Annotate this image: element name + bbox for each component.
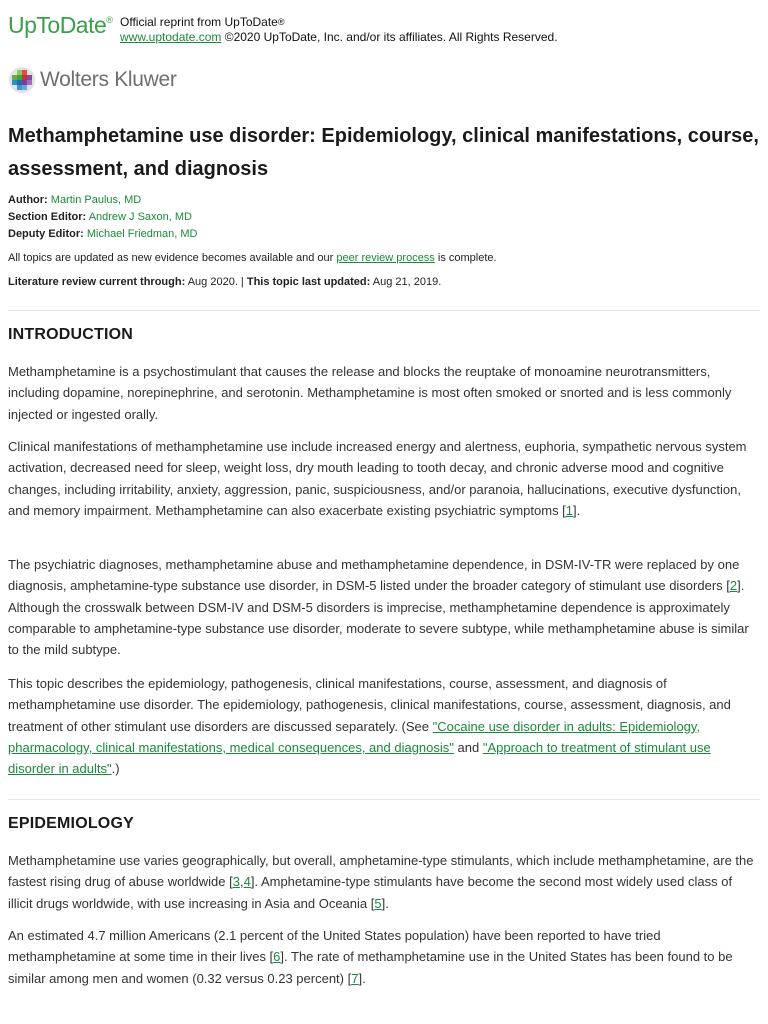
- paragraph-text: The psychiatric diagnoses, methamphetamine abuse and methamphetamine dependence, in DSM-IV-TR were replaced by one diagnosis, amphetamine-type substance use disorder, in DSM-5 listed under the broader category of stimulant use disorders [: [8, 557, 740, 594]
- paragraph-text: ]. Amphetamine-type stimulants have become the second most widely used class of illicit drugs worldwide, with use increasing in Asia and Oceania [: [8, 874, 733, 911]
- review-dates: [8, 276, 441, 288]
- section-editor-label: Section Editor:: [8, 211, 87, 223]
- author-line: [8, 194, 141, 206]
- paragraph-text: ].: [573, 502, 581, 518]
- update-note: [8, 252, 497, 264]
- paragraph-text: Clinical manifestations of methamphetamine use include increased energy and alertness, euphoria, sympathetic nervous system activation, decreased need for sleep, weight loss, dry mouth leading to tooth decay, and chronic adverse mood and cognitive changes, including irritability, anxiety, aggression, panic, suspiciousness, and/or paranoia, hallucinations, executive dysfunction, and memory impairment. Methamphetamine can also exacerbate existing psychiatric symptoms [: [8, 439, 747, 518]
- deputy-editor-link[interactable]: Michael Friedman, MD: [86, 228, 198, 240]
- reference-link-7[interactable]: 7: [351, 970, 359, 986]
- reprint-header: [8, 12, 758, 52]
- section-divider: [8, 799, 760, 800]
- reprint-line: Official reprint from UpToDate: [120, 15, 278, 29]
- deputy-editor-label: Deputy Editor:: [8, 228, 84, 240]
- paragraph-text: ].: [381, 895, 389, 911]
- lit-review-value: Aug 2020. |: [185, 276, 247, 288]
- uptodate-site-link[interactable]: www.uptodate.com: [120, 30, 222, 44]
- reference-link-5[interactable]: 5: [374, 895, 382, 911]
- reference-link-1[interactable]: 1: [565, 502, 574, 518]
- last-updated-label: This topic last updated:: [246, 276, 371, 288]
- introduction-paragraph-1: Methamphetamine is a psychostimulant that causes the release and blocks the reuptake of monoamine neurotransmitters, including dopamine, norepinephrine, and serotonin. Methamphetamine is most often smoked or snorted and is less commonly injected or ingested orally.: [8, 364, 732, 422]
- author-link[interactable]: Martin Paulus, MD: [50, 194, 142, 206]
- paragraph-text: ].: [358, 970, 366, 986]
- paragraph-text: and: [453, 739, 483, 755]
- section-divider: [8, 310, 760, 311]
- deputy-editor-line: [8, 228, 197, 240]
- paragraph-text: Methamphetamine use varies geographically, but overall, amphetamine-type stimulants, which include methamphetamine, are the fastest rising drug of abuse worldwide [: [8, 853, 754, 890]
- epidemiology-paragraph-1: [8, 850, 760, 914]
- paragraph-text: This topic describes the epidemiology, pathogenesis, clinical manifestations, course, assessment, and diagnosis of methamphetamine use disorder. The epidemiology, pathogenesis, clinical manifestations, course, assessment, diagnosis, and treatment of other stimulant use disorders are discussed separately. (See: [8, 676, 731, 734]
- epidemiology-paragraph-2: [8, 925, 760, 989]
- copyright-notice: ©2020 UpToDate, Inc. and/or its affiliates. All Rights Reserved.: [224, 30, 558, 44]
- paragraph-text: ,: [239, 874, 244, 890]
- reprint-mark: ®: [277, 17, 285, 27]
- reference-link-6[interactable]: 6: [273, 949, 281, 965]
- section-editor-line: [8, 211, 192, 223]
- paragraph-text: ]. The rate of methamphetamine use in the United States has been found to be similar among men and women (0.32 versus 0.23 percent) [: [8, 949, 733, 986]
- uptodate-logo: [8, 12, 112, 39]
- stimulant-treatment-topic-link[interactable]: "Approach to treatment of stimulant use disorder in adults": [8, 739, 711, 777]
- paragraph-text: An estimated 4.7 million Americans (2.1 percent of the United States population) have been reported to have tried methamphetamine at some time in their lives [: [8, 928, 661, 965]
- introduction-paragraph-2: [8, 436, 760, 521]
- author-label: Author:: [8, 194, 48, 206]
- last-updated-value: Aug 21, 2019.: [370, 276, 442, 288]
- update-note-end: is complete.: [434, 252, 497, 264]
- reprint-notice: [120, 15, 558, 45]
- introduction-paragraph-3: [8, 554, 760, 660]
- paragraph-text: .): [111, 761, 120, 777]
- epidemiology-heading: EPIDEMIOLOGY: [8, 815, 134, 832]
- uptodate-logo-mark: ®: [106, 15, 113, 25]
- publisher-name: Wolters Kluwer: [40, 68, 177, 91]
- reference-link-3[interactable]: 3: [232, 874, 240, 890]
- cocaine-topic-link[interactable]: "Cocaine use disorder in adults: Epidemiology, pharmacology, clinical manifestations, medical consequences, and diagnosis": [8, 718, 701, 755]
- section-editor-link[interactable]: Andrew J Saxon, MD: [88, 211, 193, 223]
- paragraph-text: ]. Although the crosswalk between DSM-IV and DSM-5 disorders is imprecise, methamphetamine dependence is approximately comparable to amphetamine-type substance use disorder, moderate to severe subtype, while methamphetamine abuse is similar to the mild subtype.: [8, 578, 749, 658]
- article-title: Methamphetamine use disorder: Epidemiology, clinical manifestations, course, assessment, and diagnosis: [8, 125, 759, 180]
- update-note-text: All topics are updated as new evidence becomes available and our: [8, 252, 337, 264]
- lit-review-label: Literature review current through:: [8, 276, 186, 288]
- introduction-paragraph-4: [8, 673, 760, 779]
- peer-review-link[interactable]: peer review process: [336, 252, 435, 264]
- reference-link-2[interactable]: 2: [729, 578, 738, 594]
- wolters-kluwer-mark-icon: [8, 66, 36, 94]
- uptodate-logo-text: UpToDate: [8, 12, 107, 38]
- introduction-heading: INTRODUCTION: [8, 326, 134, 343]
- reference-link-4[interactable]: 4: [243, 874, 251, 890]
